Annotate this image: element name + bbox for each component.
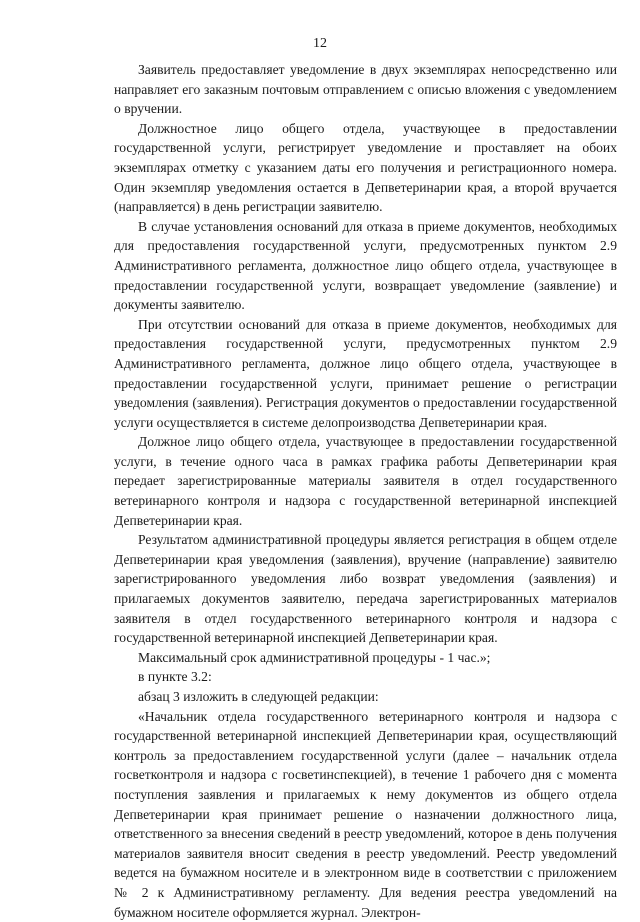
paragraph-procedure-result: Результатом административной процедуры является регистрация в общем отделе Депветеринарии края уведомления (заявления), вручение (направление) заявителю зарегистрированного уведомления либо возврат уведомления (заявления) и прилагаемых документов заявителю, передача зарегистрированных материалов заявителя в отдел государственного ветеринарного контроля и надзора с государственной ветеринарной инспекцией Депветеринарии края. <box>114 532 617 646</box>
paragraph-refusal-grounds: В случае установления оснований для отказа в приеме документов, необходимых для предоставления государственной услуги, предусмотренных пунктом 2.9 Административного регламента, должностное лицо общего отдела, участвующее в предоставлении государственной услуги, возвращает уведомление (заявление) и документы заявителю. <box>114 218 617 313</box>
paragraph-max-duration: Максимальный срок административной процедуры - 1 час.»; <box>138 649 491 665</box>
paragraph-no-refusal-grounds: При отсутствии оснований для отказа в приеме документов, необходимых для предоставления государственной услуги, предусмотренных пунктом 2.9 Административного регламента, должное лицо общего отдела, участвующее в предоставлении государственной услуги, принимает решение о регистрации уведомления (заявления). Регистрация документов о предоставлении государственной услуги осуществляется в системе делопроизводства Депветеринарии края. <box>114 316 617 430</box>
document-body <box>114 60 617 922</box>
paragraph-notice-submission: Заявитель предоставляет уведомление в двух экземплярах непосредственно или направляет его заказным почтовым отправлением с описью вложения с уведомлением о вручении. <box>114 62 617 117</box>
page-number: 12 <box>313 36 327 51</box>
paragraph-transfer-materials: Должное лицо общего отдела, участвующее в предоставлении государственной услуги, в течение одного часа в рамках графика работы Депветеринарии края передает зарегистрированные материалы заявителя в отдел государственного ветеринарного контроля и надзора с государственной ветеринарной инспекцией Депветеринарии края. <box>114 434 617 528</box>
paragraph-amendment-instruction: абзац 3 изложить в следующей редакции: <box>138 689 379 704</box>
paragraph-clause-reference: в пункте 3.2: <box>138 669 212 685</box>
paragraph-amended-text: «Начальник отдела государственного ветеринарного контроля и надзора с государственной ветеринарной инспекцией Депветеринарии края, осуществляющий контроль за предоставлением государственной услуги (далее – начальник отдела госветконтроля и надзора с госветинспекцией), в течение 1 рабочего дня с момента поступления заявления и прилагаемых к нему документов из общего отдела Депветеринарии края принимает решение о назначении должностного лица, ответственного за внесения сведений в реестр уведомлений, которое в день получения материалов заявителя вносит сведения в реестр уведомлений. Реестр уведомлений ведется на бумажном носителе и в электронном виде в соответствии с приложением № 2 к Административному регламенту. Для ведения реестра уведомлений на бумажном носителе оформляется журнал. Электрон- <box>114 708 617 920</box>
paragraph-notice-registration: Должностное лицо общего отдела, участвующее в предоставлении государственной услуги, регистрирует уведомление и проставляет на обоих экземплярах отметку с указанием даты его получения и регистрационного номера. Один экземпляр уведомления остается в Депветеринарии края, а второй вручается (направляется) в день регистрации заявителю. <box>114 120 617 215</box>
